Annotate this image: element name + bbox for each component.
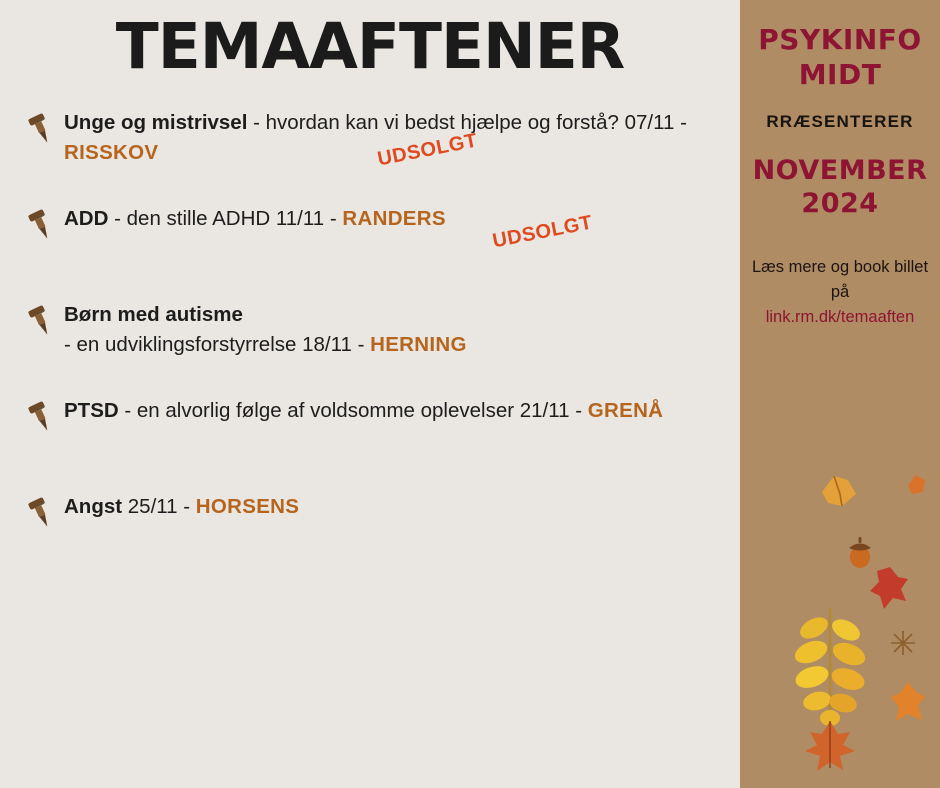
status-badge: UDSOLGT xyxy=(375,129,480,171)
event-text xyxy=(64,490,299,522)
event-description: - hvordan kan vi bedst hjælpe og forstå? 07/11 - xyxy=(247,111,687,135)
autumn-leaf-icon xyxy=(868,565,912,611)
list-item[interactable] xyxy=(24,106,740,202)
autumn-leaf-icon xyxy=(818,470,860,510)
event-city: HERNING xyxy=(370,332,467,356)
pushpin-icon xyxy=(24,202,64,242)
event-text xyxy=(64,394,663,426)
acorn-icon xyxy=(845,535,875,569)
event-text xyxy=(64,202,595,253)
event-title: PTSD xyxy=(64,399,119,423)
event-description: 25/11 - xyxy=(122,495,196,519)
list-item[interactable] xyxy=(24,298,740,394)
brand-line-1: PSYKINFO xyxy=(758,23,922,56)
brand-name xyxy=(740,0,940,92)
pushpin-icon xyxy=(24,298,64,338)
pushpin-icon xyxy=(24,106,64,146)
year-label: 2024 xyxy=(801,187,879,219)
event-description: - en udviklingsforstyrrelse 18/11 - xyxy=(64,332,371,356)
event-title: ADD xyxy=(64,207,109,231)
presents-label: RRÆSENTERER xyxy=(766,112,914,131)
rowan-leaf-icon xyxy=(788,600,873,730)
event-city: RANDERS xyxy=(342,207,446,231)
autumn-leaf-icon xyxy=(905,472,929,498)
event-text xyxy=(64,298,467,359)
event-title: Børn med autisme xyxy=(64,303,243,327)
page-title: TEMAAFTENER xyxy=(115,10,625,83)
pushpin-icon xyxy=(24,490,64,530)
booking-link[interactable]: link.rm.dk/temaaften xyxy=(765,308,915,327)
list-item[interactable] xyxy=(24,490,740,586)
sidebar xyxy=(740,0,940,788)
event-list xyxy=(0,106,740,586)
pushpin-icon xyxy=(24,394,64,434)
event-city: HORSENS xyxy=(195,495,300,519)
brand-line-2: MIDT xyxy=(798,58,882,91)
status-badge: UDSOLGT xyxy=(490,211,595,253)
list-item[interactable] xyxy=(24,394,740,490)
event-city: GRENÅ xyxy=(587,399,664,423)
event-description: - den stille ADHD 11/11 - xyxy=(108,207,343,231)
list-item[interactable] xyxy=(24,202,740,298)
event-description: - en alvorlig følge af voldsomme oplevelser 21/11 - xyxy=(118,399,588,423)
event-title: Angst xyxy=(64,495,123,519)
dried-leaf-icon xyxy=(890,630,916,656)
event-city: RISSKOV xyxy=(64,140,159,164)
autumn-leaf-icon xyxy=(888,680,928,724)
event-title: Unge og mistrivsel xyxy=(64,111,248,135)
booking-text: Læs mere og book billet på xyxy=(751,257,929,301)
month-label: NOVEMBER xyxy=(752,155,928,186)
event-text xyxy=(64,106,704,171)
maple-leaf-icon xyxy=(802,718,858,776)
